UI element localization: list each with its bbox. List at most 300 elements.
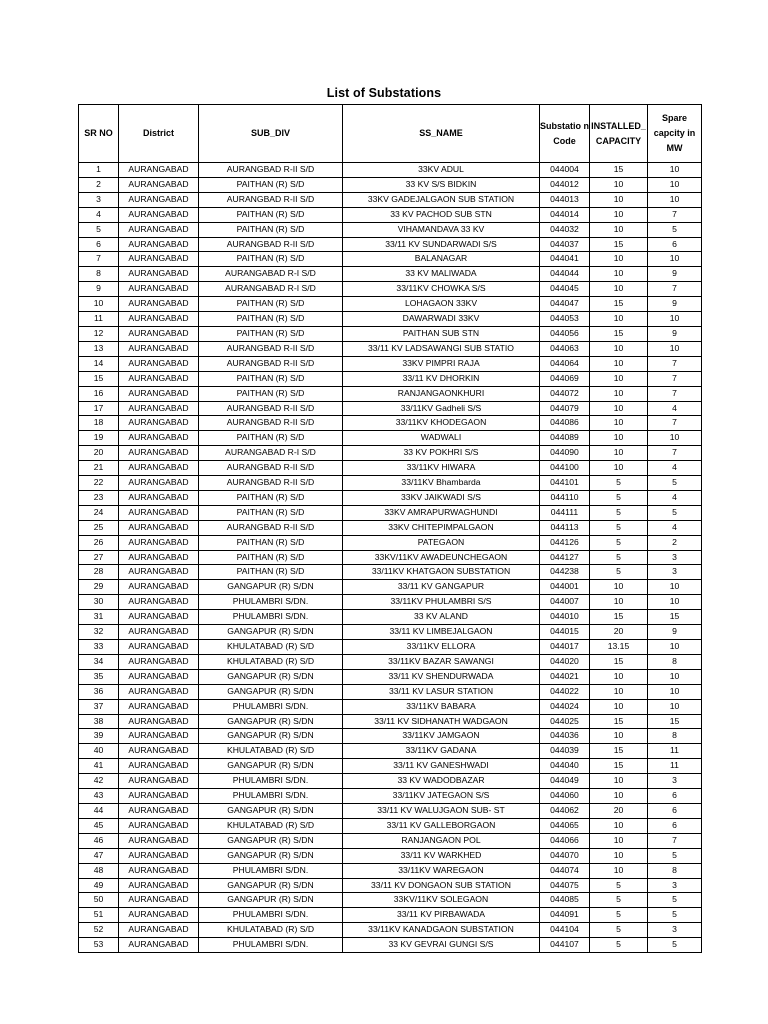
- spare-capacity-cell: 10: [648, 177, 702, 192]
- table-row: [79, 938, 702, 953]
- ss-name-cell: 33/11 KV LIMBEJALGAON: [343, 625, 540, 640]
- table-row: [79, 535, 702, 550]
- installed-capacity-cell: 5: [590, 520, 648, 535]
- installed-capacity-cell: 10: [590, 595, 648, 610]
- spare-capacity-cell: 7: [648, 371, 702, 386]
- spare-capacity-cell: 6: [648, 803, 702, 818]
- sr-no-cell: 41: [79, 759, 119, 774]
- sub-div-cell: GANGAPUR (R) S/DN: [199, 684, 343, 699]
- table-row: [79, 759, 702, 774]
- spare-capacity-cell: 8: [648, 729, 702, 744]
- substation-code-cell: 044065: [540, 818, 590, 833]
- spare-capacity-cell: 11: [648, 744, 702, 759]
- sr-no-cell: 3: [79, 192, 119, 207]
- district-cell: AURANGABAD: [119, 923, 199, 938]
- sub-div-cell: AURANGBAD R-II S/D: [199, 520, 343, 535]
- installed-capacity-cell: 10: [590, 267, 648, 282]
- district-cell: AURANGABAD: [119, 326, 199, 341]
- table-row: [79, 580, 702, 595]
- spare-capacity-cell: 15: [648, 714, 702, 729]
- district-cell: AURANGABAD: [119, 490, 199, 505]
- sub-div-cell: PAITHAN (R) S/D: [199, 386, 343, 401]
- table-row: [79, 654, 702, 669]
- sr-no-cell: 28: [79, 565, 119, 580]
- substation-code-cell: 044063: [540, 341, 590, 356]
- spare-capacity-cell: 8: [648, 654, 702, 669]
- substation-code-cell: 044053: [540, 312, 590, 327]
- sub-div-cell: PAITHAN (R) S/D: [199, 297, 343, 312]
- district-cell: AURANGABAD: [119, 416, 199, 431]
- district-cell: AURANGABAD: [119, 476, 199, 491]
- district-cell: AURANGABAD: [119, 625, 199, 640]
- ss-name-cell: 33/11KV JATEGAON S/S: [343, 789, 540, 804]
- sub-div-cell: AURANGBAD R-II S/D: [199, 476, 343, 491]
- table-row: [79, 833, 702, 848]
- sr-no-cell: 42: [79, 774, 119, 789]
- district-cell: AURANGABAD: [119, 848, 199, 863]
- table-row: [79, 267, 702, 282]
- table-row: [79, 610, 702, 625]
- sr-no-cell: 7: [79, 252, 119, 267]
- substation-code-cell: 044015: [540, 625, 590, 640]
- installed-capacity-cell: 20: [590, 803, 648, 818]
- sub-div-cell: GANGAPUR (R) S/DN: [199, 803, 343, 818]
- spare-capacity-cell: 10: [648, 640, 702, 655]
- spare-capacity-cell: 10: [648, 431, 702, 446]
- table-row: [79, 252, 702, 267]
- installed-capacity-cell: 20: [590, 625, 648, 640]
- ss-name-cell: 33/11 KV WALUJGAON SUB- ST: [343, 803, 540, 818]
- ss-name-cell: 33/11 KV SIDHANATH WADGAON: [343, 714, 540, 729]
- ss-name-cell: 33/11 KV DONGAON SUB STATION: [343, 878, 540, 893]
- substation-code-cell: 044075: [540, 878, 590, 893]
- installed-capacity-cell: 10: [590, 312, 648, 327]
- ss-name-cell: 33/11KV KHATGAON SUBSTATION: [343, 565, 540, 580]
- installed-capacity-cell: 10: [590, 446, 648, 461]
- sub-div-cell: PAITHAN (R) S/D: [199, 207, 343, 222]
- district-cell: AURANGABAD: [119, 192, 199, 207]
- sr-no-cell: 18: [79, 416, 119, 431]
- ss-name-cell: 33/11 KV LADSAWANGI SUB STATIO: [343, 341, 540, 356]
- spare-capacity-cell: 3: [648, 565, 702, 580]
- substation-code-cell: 044085: [540, 893, 590, 908]
- sub-div-cell: PHULAMBRI S/DN.: [199, 699, 343, 714]
- sub-div-cell: PHULAMBRI S/DN.: [199, 789, 343, 804]
- district-cell: AURANGABAD: [119, 177, 199, 192]
- installed-capacity-cell: 10: [590, 401, 648, 416]
- ss-name-cell: VIHAMANDAVA 33 KV: [343, 222, 540, 237]
- installed-capacity-cell: 5: [590, 878, 648, 893]
- sub-div-cell: PAITHAN (R) S/D: [199, 222, 343, 237]
- substation-code-cell: 044111: [540, 505, 590, 520]
- installed-capacity-cell: 5: [590, 938, 648, 953]
- sub-div-cell: PHULAMBRI S/DN.: [199, 774, 343, 789]
- installed-capacity-cell: 15: [590, 654, 648, 669]
- substation-code-cell: 044107: [540, 938, 590, 953]
- sub-div-cell: KHULATABAD (R) S/D: [199, 923, 343, 938]
- ss-name-cell: 33/11KV WAREGAON: [343, 863, 540, 878]
- installed-capacity-cell: 10: [590, 580, 648, 595]
- spare-capacity-cell: 5: [648, 848, 702, 863]
- table-row: [79, 371, 702, 386]
- sub-div-cell: GANGAPUR (R) S/DN: [199, 759, 343, 774]
- sub-div-cell: PAITHAN (R) S/D: [199, 565, 343, 580]
- ss-name-cell: 33KV JAIKWADI S/S: [343, 490, 540, 505]
- sub-div-cell: PAITHAN (R) S/D: [199, 490, 343, 505]
- ss-name-cell: 33/11 KV SUNDARWADI S/S: [343, 237, 540, 252]
- sub-div-cell: AURANGBAD R-II S/D: [199, 237, 343, 252]
- sr-no-cell: 24: [79, 505, 119, 520]
- substation-code-cell: 044056: [540, 326, 590, 341]
- district-cell: AURANGABAD: [119, 461, 199, 476]
- table-row: [79, 505, 702, 520]
- ss-name-cell: RANJANGAONKHURI: [343, 386, 540, 401]
- sub-div-cell: AURANGBAD R-II S/D: [199, 416, 343, 431]
- substation-code-cell: 044070: [540, 848, 590, 863]
- spare-capacity-cell: 3: [648, 923, 702, 938]
- ss-name-cell: 33/11 KV GALLEBORGAON: [343, 818, 540, 833]
- district-cell: AURANGABAD: [119, 237, 199, 252]
- installed-capacity-cell: 15: [590, 297, 648, 312]
- sub-div-cell: PAITHAN (R) S/D: [199, 550, 343, 565]
- installed-capacity-cell: 10: [590, 222, 648, 237]
- installed-capacity-cell: 15: [590, 744, 648, 759]
- table-row: [79, 341, 702, 356]
- sub-div-cell: PHULAMBRI S/DN.: [199, 908, 343, 923]
- substation-code-cell: 044032: [540, 222, 590, 237]
- ss-name-cell: 33/11 KV DHORKIN: [343, 371, 540, 386]
- table-row: [79, 699, 702, 714]
- spare-capacity-cell: 8: [648, 863, 702, 878]
- district-cell: AURANGABAD: [119, 699, 199, 714]
- table-row: [79, 446, 702, 461]
- ss-name-cell: 33/11KV HIWARA: [343, 461, 540, 476]
- sr-no-cell: 4: [79, 207, 119, 222]
- district-cell: AURANGABAD: [119, 744, 199, 759]
- ss-name-cell: 33 KV ALAND: [343, 610, 540, 625]
- spare-capacity-cell: 4: [648, 520, 702, 535]
- table-row: [79, 714, 702, 729]
- sr-no-cell: 9: [79, 282, 119, 297]
- ss-name-cell: 33/11 KV WARKHED: [343, 848, 540, 863]
- district-cell: AURANGABAD: [119, 341, 199, 356]
- spare-capacity-cell: 3: [648, 774, 702, 789]
- installed-capacity-cell: 10: [590, 729, 648, 744]
- table-row: [79, 177, 702, 192]
- sub-div-cell: GANGAPUR (R) S/DN: [199, 833, 343, 848]
- sr-no-cell: 29: [79, 580, 119, 595]
- ss-name-cell: 33KV PIMPRI RAJA: [343, 356, 540, 371]
- spare-capacity-cell: 4: [648, 490, 702, 505]
- spare-capacity-cell: 10: [648, 669, 702, 684]
- sr-no-cell: 36: [79, 684, 119, 699]
- table-row: [79, 416, 702, 431]
- table-row: [79, 818, 702, 833]
- sr-no-cell: 47: [79, 848, 119, 863]
- spare-capacity-cell: 10: [648, 163, 702, 178]
- substation-code-cell: 044100: [540, 461, 590, 476]
- district-cell: AURANGABAD: [119, 759, 199, 774]
- sub-div-cell: KHULATABAD (R) S/D: [199, 744, 343, 759]
- sr-no-cell: 39: [79, 729, 119, 744]
- district-cell: AURANGABAD: [119, 818, 199, 833]
- ss-name-cell: 33KV AMRAPURWAGHUNDI: [343, 505, 540, 520]
- sub-div-cell: PAITHAN (R) S/D: [199, 312, 343, 327]
- installed-capacity-cell: 10: [590, 341, 648, 356]
- substation-code-cell: 044017: [540, 640, 590, 655]
- sub-div-cell: PHULAMBRI S/DN.: [199, 938, 343, 953]
- installed-capacity-cell: 10: [590, 669, 648, 684]
- installed-capacity-cell: 15: [590, 714, 648, 729]
- sr-no-cell: 46: [79, 833, 119, 848]
- substation-code-cell: 044012: [540, 177, 590, 192]
- substation-code-cell: 044004: [540, 163, 590, 178]
- table-row: [79, 863, 702, 878]
- sub-div-cell: AURANGABAD R-I S/D: [199, 267, 343, 282]
- spare-capacity-cell: 7: [648, 386, 702, 401]
- district-cell: AURANGABAD: [119, 401, 199, 416]
- ss-name-cell: WADWALI: [343, 431, 540, 446]
- table-row: [79, 490, 702, 505]
- spare-capacity-cell: 10: [648, 192, 702, 207]
- installed-capacity-cell: 10: [590, 386, 648, 401]
- table-row: [79, 640, 702, 655]
- substation-code-cell: 044024: [540, 699, 590, 714]
- substation-code-cell: 044021: [540, 669, 590, 684]
- spare-capacity-cell: 10: [648, 684, 702, 699]
- sr-no-cell: 50: [79, 893, 119, 908]
- table-body: [79, 163, 702, 953]
- ss-name-cell: 33/11 KV GANESHWADI: [343, 759, 540, 774]
- substation-code-cell: 044091: [540, 908, 590, 923]
- sub-div-cell: PAITHAN (R) S/D: [199, 371, 343, 386]
- sub-div-cell: GANGAPUR (R) S/DN: [199, 714, 343, 729]
- installed-capacity-cell: 10: [590, 833, 648, 848]
- district-cell: AURANGABAD: [119, 863, 199, 878]
- ss-name-cell: 33 KV MALIWADA: [343, 267, 540, 282]
- installed-capacity-cell: 5: [590, 535, 648, 550]
- table-row: [79, 774, 702, 789]
- table-row: [79, 401, 702, 416]
- sr-no-cell: 13: [79, 341, 119, 356]
- sr-no-cell: 34: [79, 654, 119, 669]
- table-row: [79, 669, 702, 684]
- ss-name-cell: 33 KV S/S BIDKIN: [343, 177, 540, 192]
- installed-capacity-cell: 5: [590, 490, 648, 505]
- district-cell: AURANGABAD: [119, 893, 199, 908]
- installed-capacity-cell: 5: [590, 908, 648, 923]
- substation-code-cell: 044113: [540, 520, 590, 535]
- substations-table: [78, 104, 702, 953]
- installed-capacity-cell: 10: [590, 207, 648, 222]
- spare-capacity-cell: 5: [648, 908, 702, 923]
- district-cell: AURANGABAD: [119, 550, 199, 565]
- substation-code-cell: 044069: [540, 371, 590, 386]
- sr-no-cell: 12: [79, 326, 119, 341]
- ss-name-cell: 33KV GADEJALGAON SUB STATION: [343, 192, 540, 207]
- sr-no-cell: 30: [79, 595, 119, 610]
- substation-code-cell: 044040: [540, 759, 590, 774]
- col-header-sr-no: SR NO: [79, 105, 119, 163]
- substation-code-cell: 044045: [540, 282, 590, 297]
- ss-name-cell: 33/11KV CHOWKA S/S: [343, 282, 540, 297]
- district-cell: AURANGABAD: [119, 446, 199, 461]
- installed-capacity-cell: 5: [590, 476, 648, 491]
- installed-capacity-cell: 15: [590, 610, 648, 625]
- sr-no-cell: 33: [79, 640, 119, 655]
- sr-no-cell: 35: [79, 669, 119, 684]
- district-cell: AURANGABAD: [119, 640, 199, 655]
- sub-div-cell: PAITHAN (R) S/D: [199, 535, 343, 550]
- ss-name-cell: PATEGAON: [343, 535, 540, 550]
- sr-no-cell: 53: [79, 938, 119, 953]
- installed-capacity-cell: 10: [590, 848, 648, 863]
- table-row: [79, 729, 702, 744]
- table-row: [79, 207, 702, 222]
- ss-name-cell: 33KV CHITEPIMPALGAON: [343, 520, 540, 535]
- table-row: [79, 803, 702, 818]
- district-cell: AURANGABAD: [119, 252, 199, 267]
- col-header-district: District: [119, 105, 199, 163]
- installed-capacity-cell: 5: [590, 893, 648, 908]
- spare-capacity-cell: 5: [648, 505, 702, 520]
- installed-capacity-cell: 10: [590, 684, 648, 699]
- spare-capacity-cell: 5: [648, 222, 702, 237]
- district-cell: AURANGABAD: [119, 386, 199, 401]
- ss-name-cell: 33/11KV KANADGAON SUBSTATION: [343, 923, 540, 938]
- substation-code-cell: 044238: [540, 565, 590, 580]
- district-cell: AURANGABAD: [119, 833, 199, 848]
- spare-capacity-cell: 6: [648, 237, 702, 252]
- spare-capacity-cell: 5: [648, 893, 702, 908]
- spare-capacity-cell: 10: [648, 312, 702, 327]
- district-cell: AURANGABAD: [119, 908, 199, 923]
- table-row: [79, 431, 702, 446]
- substation-code-cell: 044126: [540, 535, 590, 550]
- district-cell: AURANGABAD: [119, 520, 199, 535]
- substation-code-cell: 044044: [540, 267, 590, 282]
- district-cell: AURANGABAD: [119, 297, 199, 312]
- substation-code-cell: 044101: [540, 476, 590, 491]
- spare-capacity-cell: 6: [648, 789, 702, 804]
- spare-capacity-cell: 2: [648, 535, 702, 550]
- ss-name-cell: 33/11KV ELLORA: [343, 640, 540, 655]
- ss-name-cell: 33 KV POKHRI S/S: [343, 446, 540, 461]
- district-cell: AURANGABAD: [119, 267, 199, 282]
- ss-name-cell: BALANAGAR: [343, 252, 540, 267]
- col-header-substation-code: Substatio n Code: [540, 105, 590, 163]
- sub-div-cell: PAITHAN (R) S/D: [199, 177, 343, 192]
- spare-capacity-cell: 4: [648, 401, 702, 416]
- page-title: List of Substations: [326, 86, 442, 100]
- installed-capacity-cell: 10: [590, 431, 648, 446]
- table-row: [79, 461, 702, 476]
- table-header-row: [79, 105, 702, 163]
- table-row: [79, 356, 702, 371]
- sub-div-cell: AURANGBAD R-II S/D: [199, 461, 343, 476]
- spare-capacity-cell: 9: [648, 297, 702, 312]
- district-cell: AURANGABAD: [119, 729, 199, 744]
- sub-div-cell: PAITHAN (R) S/D: [199, 252, 343, 267]
- spare-capacity-cell: 10: [648, 595, 702, 610]
- spare-capacity-cell: 10: [648, 699, 702, 714]
- installed-capacity-cell: 10: [590, 356, 648, 371]
- spare-capacity-cell: 3: [648, 878, 702, 893]
- substation-code-cell: 044127: [540, 550, 590, 565]
- sr-no-cell: 19: [79, 431, 119, 446]
- sub-div-cell: PHULAMBRI S/DN.: [199, 610, 343, 625]
- district-cell: AURANGABAD: [119, 207, 199, 222]
- sub-div-cell: PAITHAN (R) S/D: [199, 326, 343, 341]
- substation-code-cell: 044074: [540, 863, 590, 878]
- table-row: [79, 192, 702, 207]
- substation-code-cell: 044020: [540, 654, 590, 669]
- substation-code-cell: 044060: [540, 789, 590, 804]
- spare-capacity-cell: 4: [648, 461, 702, 476]
- table-row: [79, 848, 702, 863]
- table-row: [79, 386, 702, 401]
- sub-div-cell: GANGAPUR (R) S/DN: [199, 625, 343, 640]
- installed-capacity-cell: 5: [590, 550, 648, 565]
- substation-code-cell: 044013: [540, 192, 590, 207]
- ss-name-cell: 33/11 KV SHENDURWADA: [343, 669, 540, 684]
- spare-capacity-cell: 9: [648, 625, 702, 640]
- sr-no-cell: 21: [79, 461, 119, 476]
- spare-capacity-cell: 10: [648, 341, 702, 356]
- district-cell: AURANGABAD: [119, 222, 199, 237]
- ss-name-cell: 33/11KV BABARA: [343, 699, 540, 714]
- substation-code-cell: 044041: [540, 252, 590, 267]
- district-cell: AURANGABAD: [119, 535, 199, 550]
- sr-no-cell: 23: [79, 490, 119, 505]
- sr-no-cell: 37: [79, 699, 119, 714]
- ss-name-cell: 33/11KV PHULAMBRI S/S: [343, 595, 540, 610]
- sr-no-cell: 44: [79, 803, 119, 818]
- sr-no-cell: 8: [79, 267, 119, 282]
- sr-no-cell: 20: [79, 446, 119, 461]
- table-row: [79, 550, 702, 565]
- district-cell: AURANGABAD: [119, 803, 199, 818]
- col-header-sub-div: SUB_DIV: [199, 105, 343, 163]
- installed-capacity-cell: 10: [590, 416, 648, 431]
- substation-code-cell: 044014: [540, 207, 590, 222]
- table-row: [79, 625, 702, 640]
- spare-capacity-cell: 7: [648, 282, 702, 297]
- substation-code-cell: 044090: [540, 446, 590, 461]
- sub-div-cell: AURANGBAD R-II S/D: [199, 163, 343, 178]
- substation-code-cell: 044072: [540, 386, 590, 401]
- sub-div-cell: AURANGBAD R-II S/D: [199, 356, 343, 371]
- table-row: [79, 684, 702, 699]
- spare-capacity-cell: 3: [648, 550, 702, 565]
- col-header-spare-capacity: Spare capcity in MW: [648, 105, 702, 163]
- spare-capacity-cell: 9: [648, 267, 702, 282]
- sub-div-cell: AURANGBAD R-II S/D: [199, 341, 343, 356]
- sub-div-cell: GANGAPUR (R) S/DN: [199, 848, 343, 863]
- sub-div-cell: KHULATABAD (R) S/D: [199, 640, 343, 655]
- sr-no-cell: 26: [79, 535, 119, 550]
- district-cell: AURANGABAD: [119, 714, 199, 729]
- substation-code-cell: 044110: [540, 490, 590, 505]
- sub-div-cell: AURANGABAD R-I S/D: [199, 282, 343, 297]
- spare-capacity-cell: 7: [648, 833, 702, 848]
- ss-name-cell: 33/11 KV GANGAPUR: [343, 580, 540, 595]
- sub-div-cell: GANGAPUR (R) S/DN: [199, 878, 343, 893]
- ss-name-cell: 33KV ADUL: [343, 163, 540, 178]
- col-header-installed-capacity: INSTALLED_ CAPACITY: [590, 105, 648, 163]
- installed-capacity-cell: 10: [590, 863, 648, 878]
- sub-div-cell: PHULAMBRI S/DN.: [199, 595, 343, 610]
